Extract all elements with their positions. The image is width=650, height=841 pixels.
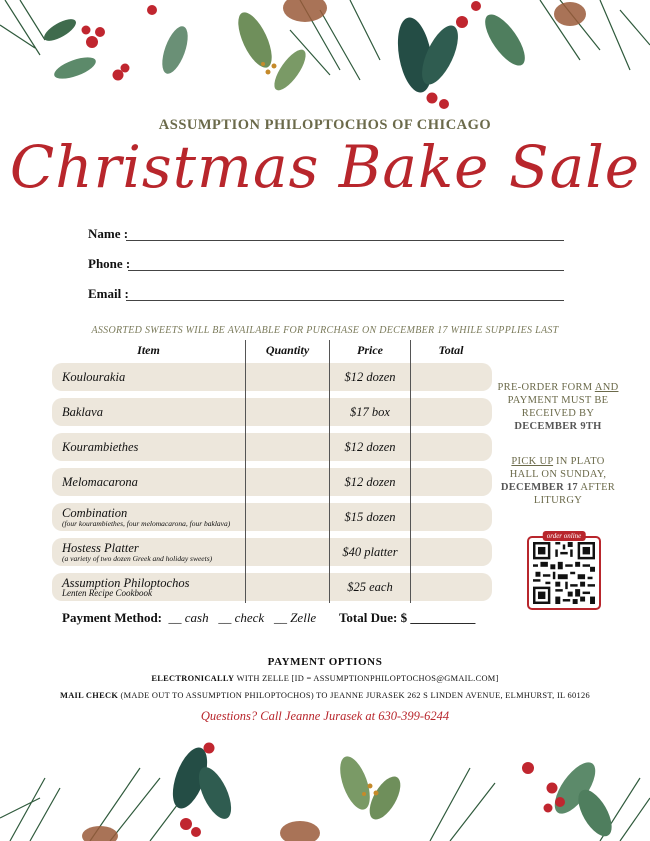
row-item: Koulourakia xyxy=(62,370,126,384)
header-total: Total xyxy=(438,343,464,357)
row-price: $17 box xyxy=(350,405,390,419)
phone-field[interactable] xyxy=(88,251,564,273)
column-divider xyxy=(410,340,411,603)
row-item-detail: Lenten Recipe Cookbook xyxy=(62,587,152,598)
email-line xyxy=(126,300,564,301)
row-price: $12 dozen xyxy=(344,475,396,489)
table-row xyxy=(52,538,492,566)
greenery-top-decoration xyxy=(0,0,650,118)
column-divider xyxy=(329,340,330,603)
name-field[interactable] xyxy=(88,221,564,243)
phone-line xyxy=(128,270,564,271)
row-price: $25 each xyxy=(347,580,393,594)
table-row xyxy=(52,503,492,531)
payment-method-line xyxy=(62,610,475,626)
row-price: $12 dozen xyxy=(344,370,396,384)
table-row xyxy=(52,468,492,496)
header-item: Item xyxy=(137,343,160,357)
payment-options-title: PAYMENT OPTIONS xyxy=(267,656,383,668)
availability-notice: ASSORTED SWEETS WILL BE AVAILABLE FOR PURCHASE ON DECEMBER 17 WHILE SUPPLIES LAST xyxy=(91,325,559,336)
column-divider xyxy=(245,340,246,603)
qr-code-icon xyxy=(533,542,595,604)
name-label: Name : xyxy=(88,226,129,241)
questions-contact: Questions? Call Jeanne Jurasek at 630-399-6244 xyxy=(200,709,450,723)
phone-label: Phone : xyxy=(88,256,131,271)
row-price: $12 dozen xyxy=(344,440,396,454)
page-title: Christmas Bake Sale xyxy=(9,133,641,201)
row-item: Assumption Philoptochos Lenten Recipe Cookbook xyxy=(62,575,190,598)
row-item: Melomacarona xyxy=(62,475,138,489)
greenery-bottom-decoration xyxy=(0,738,650,841)
payment-electronic-line: ELECTRONICALLY WITH ZELLE [ID = ASSUMPTIONPHILOPTOCHOS@GMAIL.COM] xyxy=(151,674,499,683)
organization-name: ASSUMPTION PHILOPTOCHOS OF CHICAGO xyxy=(158,117,492,133)
payment-option-zelle[interactable]: __ Zelle xyxy=(273,610,317,625)
payment-method-label: Payment Method: xyxy=(62,610,163,625)
payment-option-check[interactable]: __ check xyxy=(218,610,265,625)
row-price: $15 dozen xyxy=(344,510,396,524)
row-item: Combination (four kourambiethes, four melomacarona, four baklava) xyxy=(62,505,231,528)
row-item: Hostess Platter (a variety of two dozen Greek and holiday sweets) xyxy=(62,540,213,563)
email-field[interactable] xyxy=(88,281,564,303)
table-row xyxy=(52,363,492,391)
name-line xyxy=(126,240,564,241)
row-item: Kourambiethes xyxy=(62,440,139,454)
email-label: Email : xyxy=(88,286,129,301)
preorder-deadline-note: PRE-ORDER FORM AND PAYMENT MUST BE RECEIVED BY DECEMBER 9TH xyxy=(497,382,619,432)
payment-option-cash[interactable]: __ cash xyxy=(168,610,209,625)
row-item-detail: (a variety of two dozen Greek and holiday sweets) xyxy=(62,553,213,563)
header-quantity: Quantity xyxy=(265,343,310,357)
header-price: Price xyxy=(357,343,383,357)
row-price: $40 platter xyxy=(342,545,398,559)
qr-tag-label: order online xyxy=(543,531,586,541)
order-online-qr-code[interactable] xyxy=(527,532,601,610)
pickup-note: PICK UP IN PLATO HALL ON SUNDAY, DECEMBER 17 AFTER LITURGY xyxy=(500,456,616,506)
total-due-label: Total Due: xyxy=(338,610,398,625)
row-item: Baklava xyxy=(62,405,103,419)
table-row xyxy=(52,433,492,461)
payment-mail-line: MAIL CHECK (MADE OUT TO ASSUMPTION PHILOPTOCHOS) TO JEANNE JURASEK 262 S LINDEN AVENUE, ELMHURST, IL 60126 xyxy=(60,691,590,700)
total-due-field[interactable]: $ __________ xyxy=(400,610,476,625)
row-item-detail: (four kourambiethes, four melomacarona, four baklava) xyxy=(62,518,231,528)
table-row xyxy=(52,398,492,426)
table-row xyxy=(52,573,492,601)
